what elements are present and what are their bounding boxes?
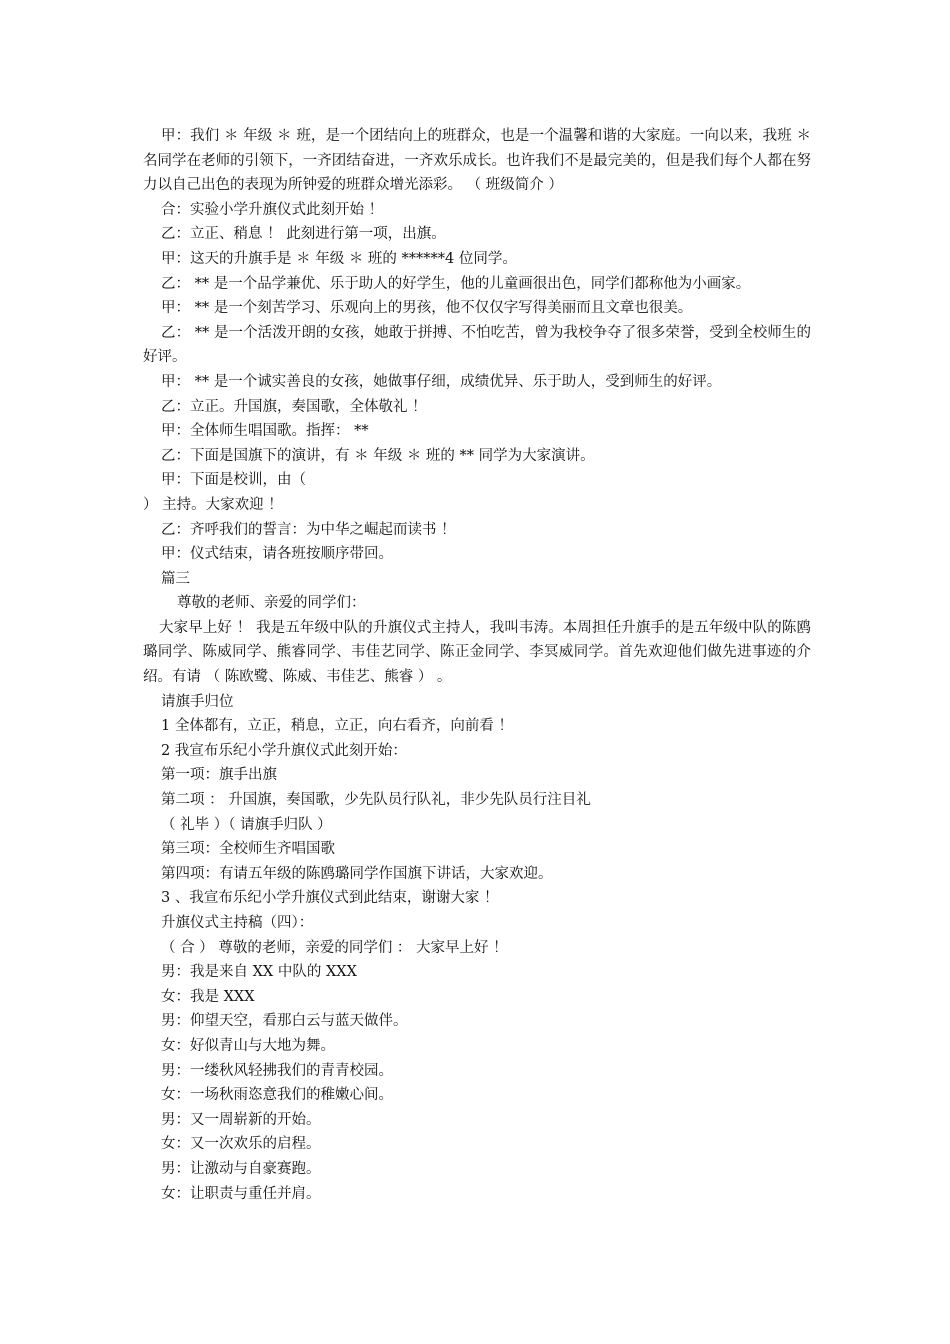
dialog-male-2: 男：仰望天空，看那白云与蓝天做伴。 — [161, 1013, 408, 1030]
list-item-3: 3 、我宣布乐纪小学升旗仪式到此结束，谢谢大家 ！ — [161, 890, 499, 907]
dialog-male-4: 男：又一周崭新的开始。 — [161, 1111, 321, 1128]
paragraph-bearers-position: 请旗手归位 — [161, 693, 234, 710]
section-heading-4: 升旗仪式主持稿（四）： — [161, 915, 314, 931]
dialog-female-2: 女：好似青山与大地为舞。 — [161, 1037, 335, 1054]
paragraph-greeting: 尊敬的老师、亲爱的同学们： — [177, 595, 366, 612]
dialog-female-1: 女：我是 XXX — [161, 988, 255, 1005]
paragraph-end: 甲：仪式结束，请各班按顺序带回。 — [161, 546, 393, 563]
paragraph-anthem: 甲：全体师生唱国歌。指挥： ** — [161, 423, 369, 440]
paragraph-motto: 甲：下面是校训，由（ — [161, 472, 306, 489]
paragraph-host: ） 主持。大家欢迎 ！ — [143, 496, 283, 513]
list-item-1: 1 全体都有，立正，稍息，立正，向右看齐，向前看 ！ — [161, 718, 513, 735]
paragraph-raise-flag: 乙：立正。升国旗，奏国歌，全体敬礼 ！ — [161, 398, 427, 415]
step-3: 第三项：全校师生齐唱国歌 — [161, 841, 335, 858]
paragraph-bearer-1: 乙： ** 是一个品学兼优、乐于助人的好学生，他的儿童画很出色，同学们都称他为小画家。 — [161, 275, 751, 292]
paragraph-speech: 乙：下面是国旗下的演讲，有 ＊ 年级 ＊ 班的 ** 同学为大家演讲。 — [161, 447, 595, 464]
dialog-female-4: 女：又一次欢乐的启程。 — [161, 1136, 321, 1153]
paragraph-attention: 乙：立正、稍息 ！ 此刻进行第一项，出旗。 — [161, 226, 446, 243]
dialog-male-3: 男：一缕秋风轻拂我们的青青校园。 — [161, 1062, 393, 1079]
section-heading-3: 篇三 — [161, 570, 190, 587]
paragraph-class-intro: 甲：我们 ＊ 年级 ＊ 班，是一个团结向上的班群众，也是一个温馨和谐的大家庭。一向以来，我班 ＊ 名同学在老师的引领下，一齐团结奋进，一齐欢乐成长。也许我们不是最完美的，但是我们每个人都在努力以自己出色的表现为所钟爱的班群众增光添彩。 （ 班级简介 ） — [143, 128, 816, 194]
dialog-female-3: 女：一场秋雨恣意我们的稚嫩心间。 — [161, 1087, 393, 1104]
step-4: 第四项：有请五年级的陈鸥璐同学作国旗下讲话，大家欢迎。 — [161, 865, 553, 882]
step-1: 第一项：旗手出旗 — [161, 767, 277, 784]
document-body — [143, 124, 816, 1206]
paragraph-host-intro: 大家早上好 ！ 我是五年级中队的升旗仪式主持人，我叫韦涛。本周担任升旗手的是五年级中队的陈鸥璐同学、陈威同学、熊睿同学、韦佳艺同学、陈正金同学、李冥威同学。首先欢迎他们做先进事迹的介绍。有请 （ 陈欧鹭、陈威、韦佳艺、熊睿 ） 。 — [143, 619, 811, 686]
step-2: 第二项 ： 升国旗，奏国歌，少先队员行队礼，非少先队员行注目礼 — [161, 792, 591, 809]
list-item-2: 2 我宣布乐纪小学升旗仪式此刻开始： — [161, 742, 407, 759]
paragraph-start: 合：实验小学升旗仪式此刻开始 ！ — [161, 201, 384, 218]
step-2-note: （ 礼毕 ）（ 请旗手归队 ） — [161, 816, 332, 833]
paragraph-bearer-2: 甲： ** 是一个刻苦学习、乐观向上的男孩，他不仅仅字写得美丽而且文章也很美。 — [161, 300, 693, 317]
paragraph-oath: 乙：齐呼我们的誓言：为中华之崛起而读书 ！ — [161, 521, 456, 538]
dialog-male-5: 男：让激动与自豪赛跑。 — [161, 1160, 321, 1177]
paragraph-bearer-4: 甲： ** 是一个诚实善良的女孩，她做事仔细，成绩优异、乐于助人，受到师生的好评。 — [161, 373, 722, 390]
paragraph-together-greeting: （ 合 ） 尊敬的老师，亲爱的同学们 ： 大家早上好 ！ — [161, 939, 508, 956]
dialog-male-1: 男：我是来自 XX 中队的 XXX — [161, 964, 357, 981]
paragraph-flag-bearers: 甲：这天的升旗手是 ＊ 年级 ＊ 班的 ******4 位同学。 — [161, 250, 517, 267]
paragraph-bearer-3: 乙： ** 是一个活泼开朗的女孩，她敢于拼搏、不怕吃苦，曾为我校争夺了很多荣誉，受到全校师生的好评。 — [143, 324, 811, 366]
dialog-female-5: 女：让职责与重任并肩。 — [161, 1185, 321, 1202]
